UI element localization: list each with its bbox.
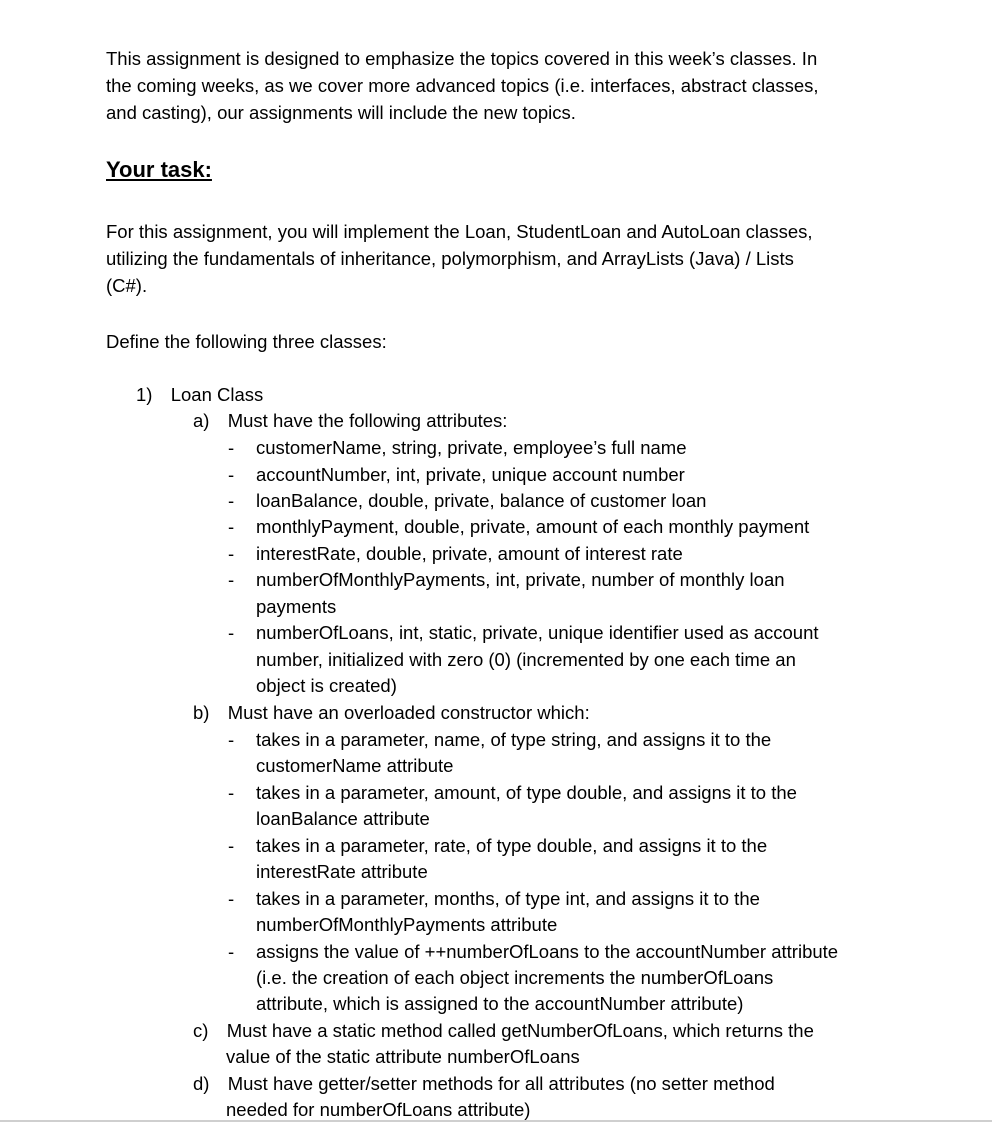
- intro-line: This assignment is designed to emphasize the topics covered in this week’s classes. In: [106, 48, 818, 69]
- bullet-text: numberOfLoans, int, static, private, unique identifier used as account: [256, 622, 819, 643]
- define-text: Define the following three classes:: [106, 331, 387, 352]
- list-item-1: [136, 382, 263, 408]
- bullet-text: (i.e. the creation of each object increments the numberOfLoans: [256, 967, 774, 988]
- bullet-text: takes in a parameter, months, of type int, and assigns it to the: [256, 888, 760, 909]
- list-item-title: Loan Class: [170, 384, 264, 405]
- bullet-dash: -: [228, 464, 235, 485]
- bullet-text: takes in a parameter, amount, of type double, and assigns it to the: [256, 782, 797, 803]
- sub-item-b: [193, 700, 590, 726]
- task-text-line: utilizing the fundamentals of inheritance, polymorphism, and ArrayLists (Java) / Lists: [106, 248, 794, 269]
- sub-item-text: Must have getter/setter methods for all attributes (no setter method: [227, 1073, 775, 1094]
- bullet-text: customerName, string, private, employee’s full name: [256, 437, 687, 458]
- sub-item-label: a): [193, 410, 210, 431]
- bullet-dash: -: [228, 516, 235, 537]
- bullet-text: loanBalance attribute: [256, 808, 430, 829]
- bullet-dash: -: [228, 782, 235, 803]
- list-number: 1): [136, 384, 153, 405]
- bullet-text: takes in a parameter, rate, of type double, and assigns it to the: [256, 835, 768, 856]
- bullet-text: numberOfMonthlyPayments, int, private, number of monthly loan: [256, 569, 785, 590]
- sub-item-label: c): [193, 1020, 209, 1041]
- task-text-line: For this assignment, you will implement the Loan, StudentLoan and AutoLoan classes,: [106, 221, 813, 242]
- bullet-dash: -: [228, 543, 235, 564]
- bullet-text: numberOfMonthlyPayments attribute: [256, 914, 558, 935]
- bullet-text: takes in a parameter, name, of type string, and assigns it to the: [256, 729, 772, 750]
- bullet-text: interestRate attribute: [256, 861, 428, 882]
- sub-item-a: [193, 408, 507, 434]
- bullet-text: accountNumber, int, private, unique account number: [256, 464, 685, 485]
- bullet-text: attribute, which is assigned to the accountNumber attribute): [256, 993, 744, 1014]
- sub-item-text: Must have a static method called getNumberOfLoans, which returns the: [226, 1020, 814, 1041]
- sub-item-text: value of the static attribute numberOfLoans: [226, 1046, 580, 1067]
- bullet-text: monthlyPayment, double, private, amount of each monthly payment: [256, 516, 810, 537]
- bullet-dash: -: [228, 437, 235, 458]
- bullet-dash: -: [228, 569, 235, 590]
- sub-item-d: [193, 1071, 775, 1097]
- sub-item-text: Must have an overloaded constructor which:: [227, 702, 590, 723]
- bullet-dash: -: [228, 835, 235, 856]
- bullet-text: payments: [256, 596, 337, 617]
- bullet-dash: -: [228, 622, 235, 643]
- sub-item-label: d): [193, 1073, 210, 1094]
- bullet-dash: -: [228, 729, 235, 750]
- bullet-text: assigns the value of ++numberOfLoans to the accountNumber attribute: [256, 941, 839, 962]
- sub-item-c: [193, 1018, 814, 1044]
- bullet-dash: -: [228, 490, 235, 511]
- bullet-dash: -: [228, 888, 235, 909]
- sub-item-text: needed for numberOfLoans attribute): [226, 1099, 531, 1120]
- intro-line: the coming weeks, as we cover more advanced topics (i.e. interfaces, abstract classes,: [106, 75, 819, 96]
- bullet-text: interestRate, double, private, amount of interest rate: [256, 543, 683, 564]
- task-text-line: (C#).: [106, 275, 148, 296]
- bullet-text: loanBalance, double, private, balance of customer loan: [256, 490, 707, 511]
- bullet-text: customerName attribute: [256, 755, 454, 776]
- task-heading: Your task:: [106, 157, 212, 182]
- sub-item-text: Must have the following attributes:: [227, 410, 508, 431]
- bullet-dash: -: [228, 941, 235, 962]
- bullet-text: number, initialized with zero (0) (incremented by one each time an: [256, 649, 796, 670]
- sub-item-label: b): [193, 702, 210, 723]
- bullet-text: object is created): [256, 675, 397, 696]
- intro-line: and casting), our assignments will include the new topics.: [106, 102, 576, 123]
